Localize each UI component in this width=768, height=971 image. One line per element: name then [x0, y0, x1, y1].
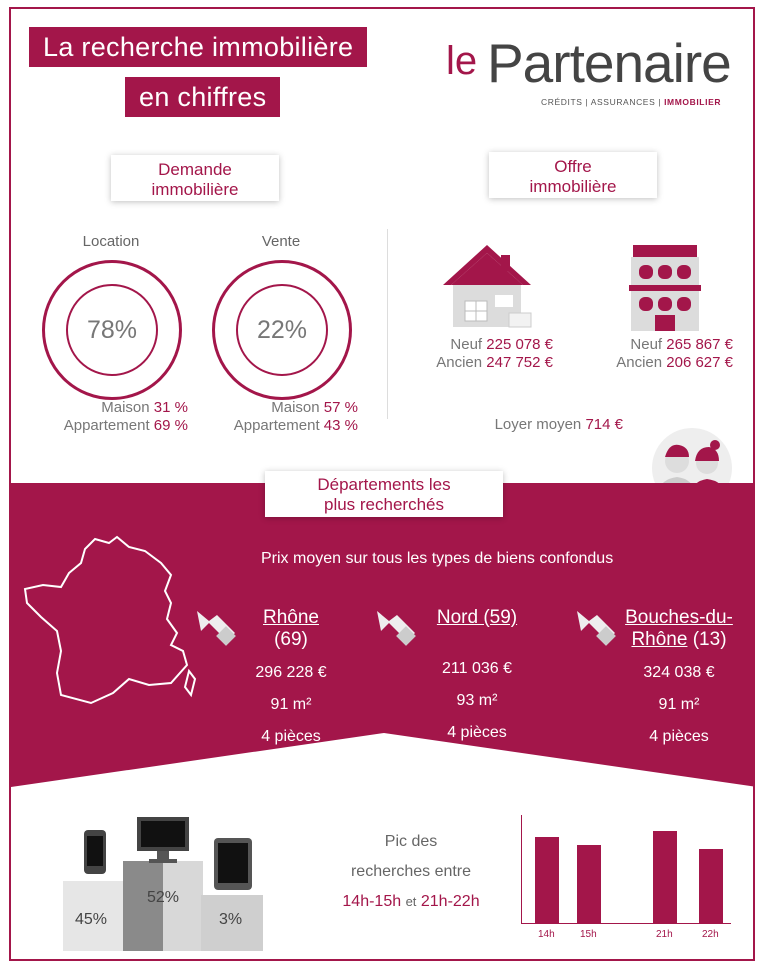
chart-bar-14h	[535, 837, 559, 923]
departments-subtitle: Prix moyen sur tous les types de biens confondus	[261, 550, 614, 567]
offer-heading: Offre immobilière	[489, 152, 657, 198]
department-nord: Nord (59) 211 036 € 93 m² 4 pièces	[436, 607, 518, 741]
chart-label-14h: 14h	[538, 929, 555, 940]
computer-percent: 52%	[147, 889, 180, 906]
location-percent: 78%	[66, 284, 158, 376]
building-icon	[625, 235, 705, 331]
location-ring	[42, 260, 182, 400]
building-prices: Neuf 265 867 € Ancien 206 627 €	[616, 336, 733, 371]
peak-chart	[513, 809, 743, 949]
department-bouches-du-rhone: Bouches-du- Rhône (13) 324 038 € 91 m² 4 pièces	[625, 607, 733, 745]
vente-label: Vente	[261, 233, 301, 250]
title-line-2: en chiffres	[125, 77, 280, 117]
location-label: Location	[82, 233, 140, 250]
departments-heading: Départements les plus recherchés	[265, 471, 503, 517]
tablet-percent: 3%	[219, 911, 243, 928]
vente-ring	[212, 260, 352, 400]
chart-label-22h: 22h	[702, 929, 719, 940]
tablet-icon	[213, 837, 253, 891]
house-prices: Neuf 225 078 € Ancien 247 752 €	[436, 336, 553, 371]
vente-percent: 22%	[236, 284, 328, 376]
chart-bar-15h	[577, 845, 601, 923]
chart-bar-22h	[699, 849, 723, 923]
phone-percent: 45%	[75, 911, 108, 928]
pin-icon	[375, 607, 421, 647]
infographic: La recherche immobilière en chiffres le Partenaire CRÉDITS | ASSURANCES | IMMOBILIER Demande immobilière Offre immobilière Location 78% Maison 31 % Appartement 69 % Vente 22% Maison 57 % Appartement 43 % Neuf 225 078 € Ancien 247 752 € Neuf 265 867 € Ancien 206 627 € Loyer moyen 714 € Départements les plus recherchés Prix moyen sur tous les types de biens confondus Rhône (69) 296 228 € 91 m² 4 pièces Nord (59) 211 036 € 93 m² 4 pièces Bouches-du- Rhône (13) 324 038 € 91 m² 4 pièces 45% 52% 3% Pic des recherches entre 14h-15h et 21h-22h 14h 15h 21h 22h	[9, 7, 755, 961]
computer-icon	[135, 815, 191, 865]
title-line-1: La recherche immobilière	[29, 27, 367, 67]
chart-x-axis	[521, 923, 731, 924]
divider	[387, 229, 388, 419]
location-split: Maison 31 % Appartement 69 %	[63, 399, 188, 434]
department-rhone: Rhône (69) 296 228 € 91 m² 4 pièces	[255, 607, 327, 745]
chart-bar-21h	[653, 831, 677, 923]
france-map-icon	[21, 533, 203, 709]
chart-label-21h: 21h	[656, 929, 673, 940]
chart-y-axis	[521, 815, 522, 923]
demand-heading: Demande immobilière	[111, 155, 279, 201]
phone-icon	[83, 829, 107, 875]
house-icon	[439, 235, 535, 331]
peak-text: Pic des recherches entre 14h-15h et 21h-22h	[342, 833, 480, 910]
rent: Loyer moyen 714 €	[494, 416, 623, 433]
chart-label-15h: 15h	[580, 929, 597, 940]
vente-split: Maison 57 % Appartement 43 %	[233, 399, 358, 434]
